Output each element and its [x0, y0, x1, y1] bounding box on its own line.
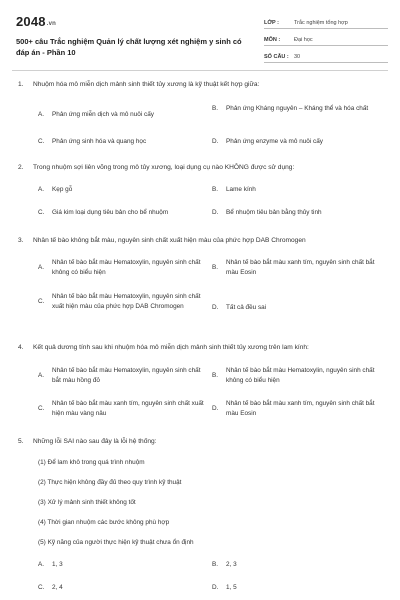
statement-4: (4) Thời gian nhuộm các bước không phù hợp: [38, 519, 170, 526]
option-letter: D.: [212, 405, 219, 412]
option-b[interactable]: [212, 258, 382, 278]
option-text: Nhân tế bào bắt màu xanh tím, nguyên sinh chất bắt màu Eosin: [226, 259, 375, 276]
question-stem: [18, 163, 380, 173]
option-letter: B.: [212, 561, 219, 568]
option-text: 1, 3: [52, 561, 63, 568]
option-text: Giá kim loại dụng tiêu bản cho bể nhuộm: [52, 209, 169, 216]
option-text: Bể nhuộm tiêu bản bằng thủy tinh: [226, 209, 322, 216]
option-d[interactable]: [212, 399, 382, 419]
document-title: 500+ câu Trắc nghiệm Quản lý chất lượng xét nghiệm y sinh có đáp án - Phần 10: [16, 37, 242, 57]
option-text: Phản ứng miễn dịch và mô nuôi cấy: [52, 111, 154, 118]
option-a[interactable]: [38, 185, 208, 195]
question-text: Nhân tế bào không bắt màu, nguyên sinh chất xuất hiện màu của phức hợp DAB Chromogen: [33, 237, 306, 244]
option-letter: D.: [212, 584, 219, 591]
option-text: Nhân tế bào bắt màu xanh tím, nguyên sinh chất bắt màu Eosin: [226, 400, 375, 417]
option-b[interactable]: [212, 104, 382, 114]
option-d[interactable]: [212, 137, 382, 147]
option-letter: C.: [38, 405, 45, 412]
meta-value: Trắc nghiệm tổng hợp: [294, 20, 348, 26]
option-text: 2, 4: [52, 584, 63, 591]
question-2: [18, 163, 380, 173]
question-number: 4.: [18, 344, 24, 351]
option-text: Phản ứng Kháng nguyên – Kháng thể và hóa chất: [226, 105, 369, 112]
option-text: Nhân tế bào bắt màu Hematoxylin, nguyên sinh chất không có biểu hiện: [52, 259, 201, 276]
option-letter: A.: [38, 186, 45, 193]
question-3: [18, 236, 380, 246]
option-a[interactable]: [38, 110, 208, 120]
option-a[interactable]: [38, 560, 208, 570]
option-c[interactable]: [38, 292, 208, 312]
statement-2: (2) Thực hiện không đầy đủ theo quy trình kỹ thuật: [38, 479, 182, 486]
option-text: Nhân tế bào bắt màu Hematoxylin, nguyên sinh chất không có biểu hiện: [226, 367, 375, 384]
option-c[interactable]: [38, 208, 208, 218]
question-text: Trong nhuộm sợi liên võng trong mô tủy xương, loại dụng cụ nào KHÔNG được sử dụng:: [33, 164, 295, 171]
option-letter: A.: [38, 111, 45, 118]
statement-3: (3) Xử lý mảnh sinh thiết không tốt: [38, 499, 136, 506]
option-letter: B.: [212, 264, 219, 271]
meta-row-subject: [264, 31, 388, 46]
worksheet-header: [12, 10, 388, 66]
option-letter: B.: [212, 186, 219, 193]
option-d[interactable]: [212, 583, 382, 593]
question-number: 5.: [18, 438, 24, 445]
option-letter: B.: [212, 372, 219, 379]
question-1: [18, 80, 380, 90]
option-d[interactable]: [212, 303, 382, 313]
option-letter: A.: [38, 372, 45, 379]
option-b[interactable]: [212, 560, 382, 570]
option-text: 2, 3: [226, 561, 237, 568]
meta-key: MÔN :: [264, 37, 281, 43]
meta-value: 30: [294, 54, 301, 60]
question-number: 3.: [18, 237, 24, 244]
option-text: Phản ứng sinh hóa và quang học: [52, 138, 147, 145]
question-4: [18, 343, 380, 353]
question-stem: [18, 236, 380, 246]
question-text: Những lỗi SAI nào sau đây là lỗi hệ thống:: [33, 438, 157, 445]
option-letter: A.: [38, 561, 45, 568]
meta-row-count: [264, 48, 388, 63]
option-letter: C.: [38, 298, 45, 305]
option-b[interactable]: [212, 366, 382, 386]
question-text: Kết quả dương tính sau khi nhuộm hóa mô miễn dịch mảnh sinh thiết tủy xương trên lam kính:: [33, 344, 309, 351]
option-text: Lame kính: [226, 186, 256, 193]
question-text: Nhuộm hóa mô miễn dịch mảnh sinh thiết tủy xương là kỹ thuật kết hợp giữa:: [33, 81, 260, 88]
option-b[interactable]: [212, 185, 382, 195]
option-d[interactable]: [212, 208, 382, 218]
question-stem: [18, 80, 380, 90]
meta-row-class: [264, 14, 388, 29]
statement-5: (5) Kỹ năng của người thực hiện kỹ thuật chưa ổn định: [38, 539, 194, 546]
meta-key: LỚP :: [264, 20, 279, 26]
logo-suffix: .vn: [46, 21, 57, 27]
question-5: [18, 437, 380, 447]
option-letter: A.: [38, 264, 45, 271]
meta-key: SỐ CÂU :: [264, 54, 289, 60]
option-letter: C.: [38, 209, 45, 216]
option-letter: C.: [38, 138, 45, 145]
question-number: 2.: [18, 164, 24, 171]
meta-value: Đại học: [294, 37, 313, 43]
header-divider: [12, 70, 388, 71]
option-a[interactable]: [38, 366, 208, 386]
option-text: Nhân tế bào bắt màu xanh tím, nguyên sinh chất xuất hiện màu vàng nâu: [52, 400, 204, 417]
statement-1: (1) Để lam khô trong quá trình nhuộm: [38, 459, 145, 466]
option-text: Nhân tế bào bắt màu Hematoxylin, nguyên sinh chất bắt màu hồng đỏ: [52, 367, 201, 384]
option-letter: D.: [212, 304, 219, 311]
option-a[interactable]: [38, 258, 208, 278]
option-text: 1, 5: [226, 584, 237, 591]
option-letter: B.: [212, 105, 219, 112]
option-c[interactable]: [38, 137, 208, 147]
option-text: Nhân tế bào bắt màu Hematoxylin, nguyên sinh chất xuất hiện màu của phức hợp DAB Chromogen: [52, 293, 201, 310]
option-text: Phản ứng enzyme và mô nuôi cấy: [226, 138, 323, 145]
option-text: Kẹp gỗ: [52, 186, 73, 193]
question-stem: [18, 437, 380, 447]
logo-main: 2048: [16, 14, 46, 29]
meta-table: [264, 14, 388, 65]
site-logo[interactable]: [16, 14, 56, 29]
option-text: Tất cả đều sai: [226, 304, 267, 311]
option-letter: D.: [212, 138, 219, 145]
question-number: 1.: [18, 81, 24, 88]
option-letter: D.: [212, 209, 219, 216]
option-c[interactable]: [38, 399, 208, 419]
option-c[interactable]: [38, 583, 208, 593]
question-stem: [18, 343, 380, 353]
option-letter: C.: [38, 584, 45, 591]
